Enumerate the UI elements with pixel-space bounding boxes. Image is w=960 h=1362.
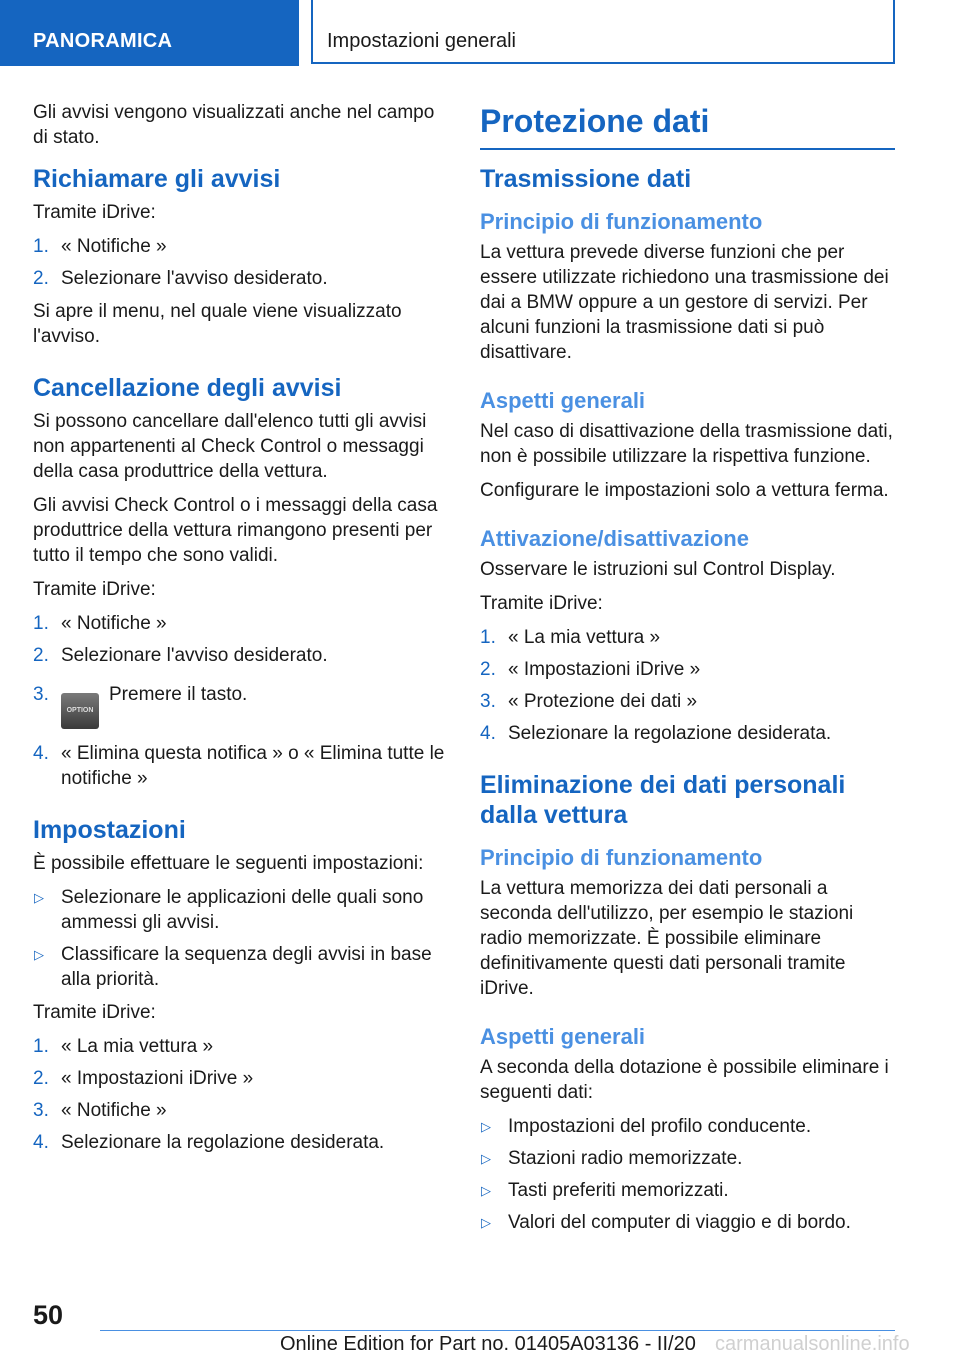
heading-trasmissione-dati: Trasmissione dati: [480, 165, 692, 193]
triangle-bullet-icon: ▷: [34, 947, 44, 962]
lead-text: Tramite iDrive:: [33, 1002, 156, 1023]
heading-protezione-dati: Protezione dati: [480, 102, 895, 150]
body-text: Osservare le istruzioni sul Control Display.: [480, 559, 836, 580]
body-text: Si apre il menu, nel quale viene visualizzato l'avviso.: [33, 301, 402, 347]
subheading: Aspetti generali: [480, 388, 646, 413]
left-column: [33, 100, 450, 1163]
subheading: Attivazione/disattivazione: [480, 526, 749, 551]
list-item: 3. « Protezione dei dati »: [480, 691, 698, 712]
list-item: 2. « Impostazioni iDrive »: [480, 659, 701, 680]
triangle-bullet-icon: ▷: [481, 1215, 491, 1230]
bullet-list: [480, 1114, 895, 1235]
page-header: [0, 0, 960, 66]
body-text: È possibile effettuare le seguenti impostazioni:: [33, 853, 424, 874]
list-item: 4. Selezionare la regolazione desiderata.: [33, 1132, 385, 1153]
page-number: 50: [33, 1300, 64, 1330]
list-item: ▷ Tasti preferiti memorizzati.: [481, 1180, 729, 1201]
option-button-icon: OPTION: [61, 693, 99, 729]
intro-text: Gli avvisi vengono visualizzati anche nel campo di stato.: [33, 102, 435, 148]
triangle-bullet-icon: ▷: [481, 1183, 491, 1198]
subheading: Aspetti generali: [480, 1024, 646, 1049]
bullet-list: [33, 885, 450, 992]
body-text: Gli avvisi Check Control o i messaggi della casa produttrice della vettura rimangono presenti per tutto il tempo che sono validi.: [33, 495, 438, 566]
list-item: 4. « Elimina questa notifica » o « Elimina tutte le notifiche »: [33, 743, 445, 789]
right-column: [480, 100, 895, 1243]
list-item: 2. Selezionare l'avviso desiderato.: [33, 268, 328, 289]
triangle-bullet-icon: ▷: [481, 1119, 491, 1134]
list-item: 1. « Notifiche »: [33, 613, 167, 634]
steps-list: [33, 611, 450, 791]
section-tab: PANORAMICA: [0, 0, 299, 66]
heading-eliminazione-dati: Eliminazione dei dati personali dalla vettura: [480, 771, 846, 829]
edition-text: Online Edition for Part no. 01405A03136 - II/20: [280, 1333, 696, 1355]
body-text: Nel caso di disattivazione della trasmissione dati, non è possibile utilizzare la rispettiva funzione.: [480, 421, 893, 467]
list-item: 1. « Notifiche »: [33, 236, 167, 257]
lead-text: Tramite iDrive:: [480, 593, 603, 614]
list-item: 4. Selezionare la regolazione desiderata.: [480, 723, 832, 744]
watermark: carmanualsonline.info: [715, 1333, 910, 1355]
list-item: ▷ Classificare la sequenza degli avvisi in base alla priorità.: [34, 944, 432, 990]
list-item: ▷ Impostazioni del profilo conducente.: [481, 1116, 812, 1137]
body-text: La vettura prevede diverse funzioni che per essere utilizzate richiedono una trasmissione dei dai a BMW oppure a un gestore di servizi. Per alcuni funzioni la trasmissione dati si può disattivare.: [480, 242, 889, 363]
list-item: ▷ Stazioni radio memorizzate.: [481, 1148, 743, 1169]
body-text: Configurare le impostazioni solo a vettura ferma.: [480, 480, 889, 501]
footer-divider: [100, 1330, 895, 1331]
body-text: La vettura memorizza dei dati personali a seconda dell'utilizzo, per esempio le stazioni radio memorizzate. È possibile eliminare definitivamente questi dati personali tramite iDrive.: [480, 878, 854, 999]
steps-list: [33, 234, 450, 291]
triangle-bullet-icon: ▷: [34, 890, 44, 905]
list-item: 1. « La mia vettura »: [480, 627, 661, 648]
steps-list: [33, 1034, 450, 1155]
steps-list: [480, 625, 895, 746]
subheading: Principio di funzionamento: [480, 209, 763, 234]
list-item: 3. OPTIONPremere il tasto.: [33, 682, 450, 729]
body-text: A seconda della dotazione è possibile eliminare i seguenti dati:: [480, 1057, 889, 1103]
list-item: ▷ Valori del computer di viaggio e di bordo.: [481, 1212, 851, 1233]
triangle-bullet-icon: ▷: [481, 1151, 491, 1166]
lead-text: Tramite iDrive:: [33, 202, 156, 223]
list-item: 1. « La mia vettura »: [33, 1036, 214, 1057]
chapter-title: Impostazioni generali: [311, 0, 895, 64]
heading-cancellazione: Cancellazione degli avvisi: [33, 374, 342, 402]
body-text: Si possono cancellare dall'elenco tutti gli avvisi non appartenenti al Check Control o messaggi della casa produttrice della vettura.: [33, 411, 427, 482]
heading-impostazioni: Impostazioni: [33, 816, 186, 844]
heading-richiamare: Richiamare gli avvisi: [33, 165, 281, 193]
subheading: Principio di funzionamento: [480, 845, 763, 870]
list-item: 2. Selezionare l'avviso desiderato.: [33, 645, 328, 666]
list-item: ▷ Selezionare le applicazioni delle quali sono ammessi gli avvisi.: [34, 887, 424, 933]
list-item: 2. « Impostazioni iDrive »: [33, 1068, 254, 1089]
lead-text: Tramite iDrive:: [33, 579, 156, 600]
list-item: 3. « Notifiche »: [33, 1100, 167, 1121]
